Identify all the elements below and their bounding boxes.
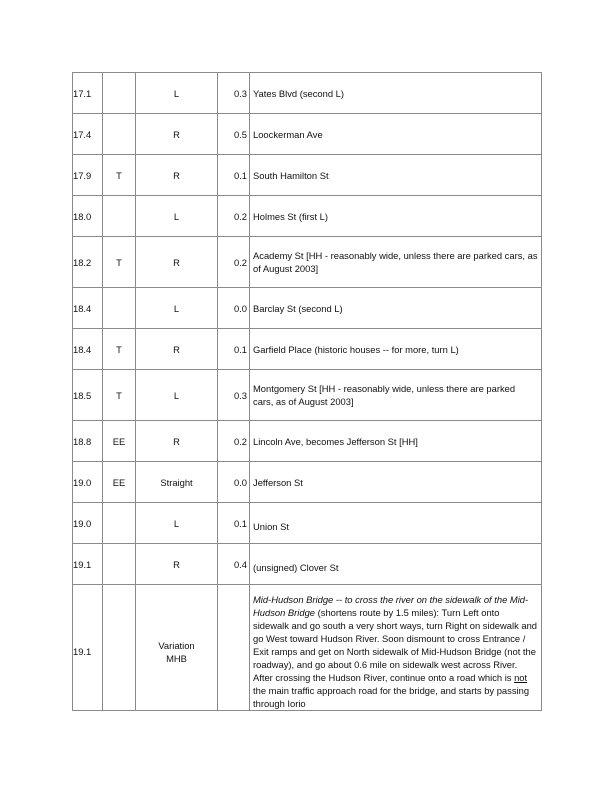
- turn-cell: L: [136, 503, 218, 544]
- mileage-cell: 19.0: [73, 503, 103, 544]
- distance-cell: 0.0: [218, 288, 250, 329]
- flag-cell: EE: [103, 421, 136, 462]
- description-cell: Lincoln Ave, becomes Jefferson St [HH]: [250, 421, 542, 462]
- turn-cell: Straight: [136, 462, 218, 503]
- mileage-cell: 18.0: [73, 196, 103, 237]
- table-row: [73, 370, 542, 421]
- mileage-cell: 17.1: [73, 73, 103, 114]
- description-cell: Academy St [HH - reasonably wide, unless there are parked cars, as of August 2003]: [250, 237, 542, 288]
- mileage-cell: 18.5: [73, 370, 103, 421]
- distance-cell: 0.3: [218, 73, 250, 114]
- table-row: [73, 585, 542, 711]
- distance-cell: 0.1: [218, 329, 250, 370]
- table-row: [73, 237, 542, 288]
- table-row: [73, 329, 542, 370]
- mileage-cell: 19.0: [73, 462, 103, 503]
- description-cell: Garfield Place (historic houses -- for more, turn L): [250, 329, 542, 370]
- turn-variation-code: MHB: [166, 652, 187, 664]
- turn-cell: R: [136, 421, 218, 462]
- distance-cell: 0.1: [218, 155, 250, 196]
- description-cell: (unsigned) Clover St: [250, 544, 542, 585]
- distance-cell: 0.3: [218, 370, 250, 421]
- mileage-cell: 18.4: [73, 329, 103, 370]
- turn-cell: L: [136, 288, 218, 329]
- flag-cell: [103, 503, 136, 544]
- turn-cell: R: [136, 114, 218, 155]
- distance-cell: [218, 585, 250, 711]
- turn-cell: L: [136, 73, 218, 114]
- distance-cell: 0.4: [218, 544, 250, 585]
- distance-cell: 0.1: [218, 503, 250, 544]
- turn-cell: R: [136, 237, 218, 288]
- description-cell: Yates Blvd (second L): [250, 73, 542, 114]
- turn-cell: R: [136, 544, 218, 585]
- variation-title: Mid-Hudson Bridge -- to cross the river on the sidewalk of the Mid-Hudson Bridge: [253, 594, 529, 618]
- table-row: [73, 503, 542, 544]
- variation-text-part2: the main traffic approach road for the bridge, and starts by passing through Iorio: [253, 685, 530, 709]
- route-table: [72, 72, 542, 711]
- mileage-cell: 19.1: [73, 544, 103, 585]
- turn-cell: L: [136, 196, 218, 237]
- flag-cell: [103, 114, 136, 155]
- description-cell: Loockerman Ave: [250, 114, 542, 155]
- mileage-cell: 18.2: [73, 237, 103, 288]
- description-cell: Barclay St (second L): [250, 288, 542, 329]
- mileage-cell: 17.9: [73, 155, 103, 196]
- table-row: [73, 288, 542, 329]
- flag-cell: [103, 288, 136, 329]
- route-table-body: [73, 73, 542, 711]
- flag-cell: EE: [103, 462, 136, 503]
- table-row: [73, 462, 542, 503]
- table-row: [73, 196, 542, 237]
- flag-cell: [103, 73, 136, 114]
- table-row: [73, 155, 542, 196]
- flag-cell: T: [103, 155, 136, 196]
- flag-cell: [103, 585, 136, 711]
- flag-cell: T: [103, 237, 136, 288]
- table-row: [73, 114, 542, 155]
- flag-cell: T: [103, 370, 136, 421]
- distance-cell: 0.2: [218, 196, 250, 237]
- turn-cell: R: [136, 329, 218, 370]
- distance-cell: 0.2: [218, 421, 250, 462]
- description-cell: South Hamilton St: [250, 155, 542, 196]
- table-row: [73, 421, 542, 462]
- mileage-cell: 18.8: [73, 421, 103, 462]
- table-row: [73, 544, 542, 585]
- description-cell: Holmes St (first L): [250, 196, 542, 237]
- distance-cell: 0.5: [218, 114, 250, 155]
- description-cell: [250, 585, 542, 711]
- distance-cell: 0.2: [218, 237, 250, 288]
- flag-cell: [103, 196, 136, 237]
- mileage-cell: 18.4: [73, 288, 103, 329]
- distance-cell: 0.0: [218, 462, 250, 503]
- variation-text-part1: (shortens route by 1.5 miles): Turn Left onto sidewalk and go south a very short ways, turn Right on sidewalk and go West toward Hudson River. Soon dismount to cross Entrance / Exit ramps and get on North sidewalk of Mid-Hudson Bridge (not the roadway), and go about 0.6 mile on sidewalk west across River. After crossing the Hudson River, continue onto a road which is: [253, 607, 538, 683]
- flag-cell: [103, 544, 136, 585]
- variation-text-underlined: not: [514, 672, 528, 683]
- mileage-cell: 17.4: [73, 114, 103, 155]
- description-cell: Union St: [250, 503, 542, 544]
- mileage-cell: 19.1: [73, 585, 103, 711]
- flag-cell: T: [103, 329, 136, 370]
- description-cell: Montgomery St [HH - reasonably wide, unless there are parked cars, as of August 2003]: [250, 370, 542, 421]
- description-cell: Jefferson St: [250, 462, 542, 503]
- turn-cell: L: [136, 370, 218, 421]
- turn-variation-label: Variation: [158, 639, 195, 651]
- turn-cell: [136, 585, 218, 711]
- table-row: [73, 73, 542, 114]
- variation-description: [253, 593, 538, 710]
- turn-cell: R: [136, 155, 218, 196]
